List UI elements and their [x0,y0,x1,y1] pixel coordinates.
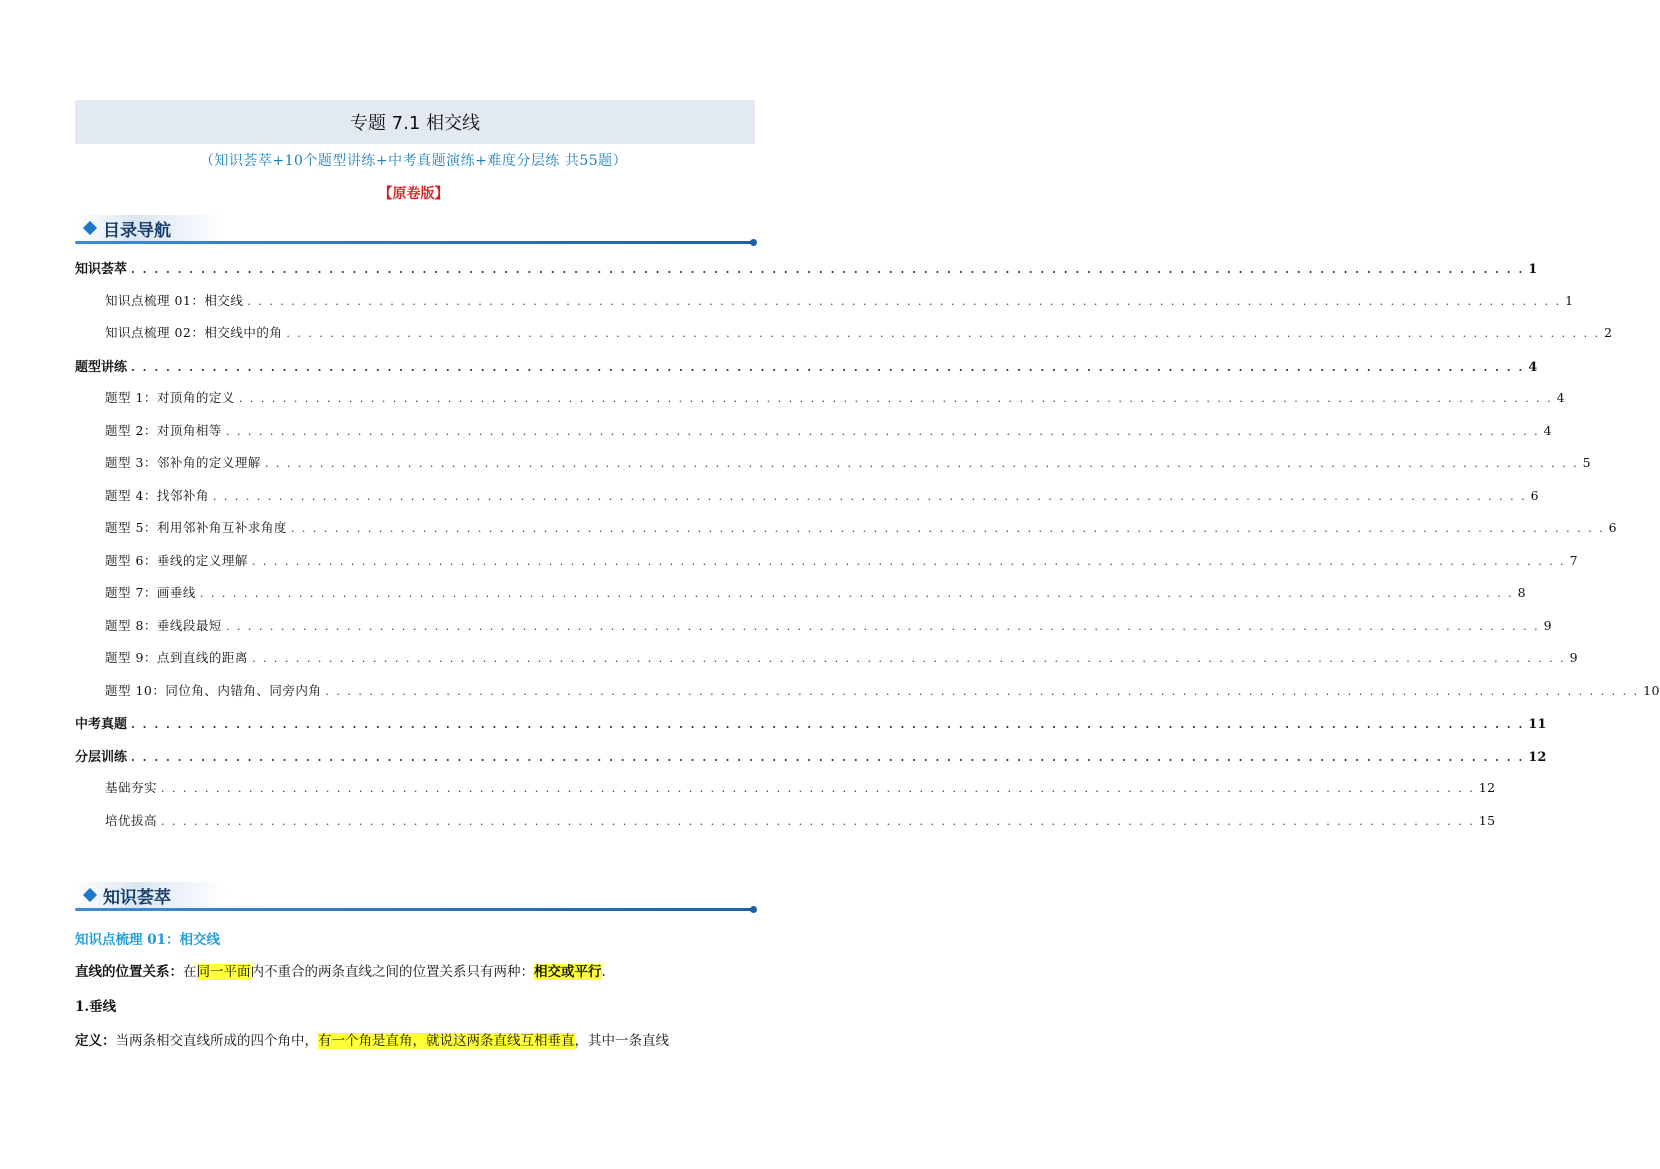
toc-entry-label: 题型 4：找邻补角 [105,487,209,503]
term-label: 直线的位置关系： [75,964,183,980]
toc-entry-page: 12 [1478,780,1496,795]
highlight: 同一平面 [196,964,251,980]
toc-entry-label: 中考真题 [75,717,128,732]
toc-entry[interactable] [75,258,1538,291]
knowledge-section-tab [75,882,227,908]
toc-entry-page: 7 [1569,552,1579,568]
knowledge-section-label: 知识荟萃 [103,887,171,908]
toc-entry-label: 题型 8：垂线段最短 [105,617,222,633]
toc-leader-dots: . . . . . . . . . . . . . . . . . . . . . . . . . . . . . . . . . . . . . . . . . . . . . . . . . . . . . . . . . . . . . . . . . . . . . . . . . . . . . . . . . . . . . . . . . . . . . . . . . . . . . . . . . . . . . . . . . . . . . . . . [199,587,1514,600]
toc-leader-dots: . . . . . . . . . . . . . . . . . . . . . . . . . . . . . . . . . . . . . . . . . . . . . . . . . . . . . . . . . . . . . . . . . . . . . . . . . . . . . . . . . . . . . . . . . . . . . . . . . . . . . . . . . . . . . . . . . . . . . . . . [251,554,1566,568]
toc-section-tab [75,215,227,241]
toc-entry-label: 基础夯实 [105,780,158,795]
toc-entry-page: 12 [1528,749,1547,765]
toc-entry-label: 知识荟萃 [75,262,128,277]
toc-entry[interactable] [75,648,1579,681]
toc-entry-page: 6 [1608,520,1618,535]
toc-leader-dots: . . . . . . . . . . . . . . . . . . . . . . . . . . . . . . . . . . . . . . . . . . . . . . . . . . . . . . . . . . . . . . . . . . . . . . . . . . . . . . . . . . . . . . . . . . . . . . . . . . . . . . . . . . . . . . . . . . . . . . . . [286,327,1601,340]
toc-entry-page: 10 [1643,682,1660,698]
highlight: 有一个角是直角，就说这两条直线互相垂直 [318,1033,575,1049]
toc-entry-page: 2 [1604,325,1613,340]
section-divider [75,908,755,911]
toc-leader-dots: . . . . . . . . . . . . . . . . . . . . . . . . . . . . . . . . . . . . . . . . . . . . . . . . . . . . . . . . . . . . . . . . . . . . . . . . . . . . . . . . . . . . . . . . . . . . . . . . . . . . . . . . . . . . . . . . . . . . . . . . [131,718,1525,731]
toc-entry-page: 8 [1517,585,1527,600]
section-divider [75,241,755,244]
toc-leader-dots: . . . . . . . . . . . . . . . . . . . . . . . . . . . . . . . . . . . . . . . . . . . . . . . . . . . . . . . . . . . . . . . . . . . . . . . . . . . . . . . . . . . . . . . . . . . . . . . . . . . . . . . . . . . . . . . . . . . . . . . . [225,619,1540,633]
toc-entry-page: 15 [1478,812,1496,828]
term-label: 定义： [75,1033,116,1049]
toc-entry[interactable] [75,291,1574,324]
toc-entry-page: 9 [1543,617,1553,633]
toc-entry[interactable] [75,746,1547,779]
toc-entry[interactable] [75,486,1540,519]
toc-entry-label: 题型 9：点到直线的距离 [105,650,248,665]
toc-entry-label: 题型 2：对顶角相等 [105,422,222,438]
document-title-bar [75,100,755,144]
heading-perpendicular: 1.垂线 [75,999,117,1015]
toc-leader-dots: . . . . . . . . . . . . . . . . . . . . . . . . . . . . . . . . . . . . . . . . . . . . . . . . . . . . . . . . . . . . . . . . . . . . . . . . . . . . . . . . . . . . . . . . . . . . . . . . . . . . . . . . . . . . . . . . . . . . . . . . [247,294,1562,308]
toc-leader-dots: . . . . . . . . . . . . . . . . . . . . . . . . . . . . . . . . . . . . . . . . . . . . . . . . . . . . . . . . . . . . . . . . . . . . . . . . . . . . . . . . . . . . . . . . . . . . . . . . . . . . . . . . . . . . . . . . . . . . . . . . [225,424,1540,438]
knowledge-section-header [75,882,755,912]
document-title: 专题 7.1 相交线 [349,113,481,134]
toc-entry[interactable] [75,356,1538,389]
toc-entry[interactable] [75,583,1527,616]
toc-entry[interactable] [75,551,1579,584]
toc-leader-dots: . . . . . . . . . . . . . . . . . . . . . . . . . . . . . . . . . . . . . . . . . . . . . . . . . . . . . . . . . . . . . . . . . . . . . . . . . . . . . . . . . . . . . . . . . . . . . . . . . . . . . . . . . . . . . . . . . . . . . . . . [161,814,1475,828]
toc-entry-page: 6 [1530,487,1540,503]
toc-entry[interactable] [75,681,1660,714]
highlight: 相交或平行 [534,964,602,980]
toc-entry[interactable] [75,323,1613,356]
toc-entry-label: 题型 3：邻补角的定义理解 [105,455,261,470]
toc-entry-label: 知识点梳理 01：相交线 [105,292,244,308]
toc-entry-label: 题型 7：画垂线 [105,585,196,600]
toc-leader-dots: . . . . . . . . . . . . . . . . . . . . . . . . . . . . . . . . . . . . . . . . . . . . . . . . . . . . . . . . . . . . . . . . . . . . . . . . . . . . . . . . . . . . . . . . . . . . . . . . . . . . . . . . . . . . . . . . . . . . . . . . [212,489,1527,503]
toc-leader-dots: . . . . . . . . . . . . . . . . . . . . . . . . . . . . . . . . . . . . . . . . . . . . . . . . . . . . . . . . . . . . . . . . . . . . . . . . . . . . . . . . . . . . . . . . . . . . . . . . . . . . . . . . . . . . . . . . . . . . . . . . [161,782,1475,795]
diamond-icon [83,221,97,235]
toc-entry-page: 1 [1528,262,1538,277]
toc-leader-dots: . . . . . . . . . . . . . . . . . . . . . . . . . . . . . . . . . . . . . . . . . . . . . . . . . . . . . . . . . . . . . . . . . . . . . . . . . . . . . . . . . . . . . . . . . . . . . . . . . . . . . . . . . . . . . . . . . . . . . . . . [264,457,1579,470]
paragraph-definition: 定义：当两条相交直线所成的四个角中，有一个角是直角，就说这两条直线互相垂直，其中一条直线 [75,1033,669,1049]
toc-entry-label: 培优拔高 [105,812,158,828]
toc-entry-page: 4 [1528,359,1538,375]
toc-entry-page: 1 [1565,292,1574,308]
toc-entry-label: 题型讲练 [75,359,128,375]
toc-leader-dots: . . . . . . . . . . . . . . . . . . . . . . . . . . . . . . . . . . . . . . . . . . . . . . . . . . . . . . . . . . . . . . . . . . . . . . . . . . . . . . . . . . . . . . . . . . . . . . . . . . . . . . . . . . . . . . . . . . . . . . . . [131,263,1525,276]
toc-entry[interactable] [75,713,1547,746]
toc-entry[interactable] [75,778,1496,811]
table-of-contents [75,258,1660,843]
toc-leader-dots: . . . . . . . . . . . . . . . . . . . . . . . . . . . . . . . . . . . . . . . . . . . . . . . . . . . . . . . . . . . . . . . . . . . . . . . . . . . . . . . . . . . . . . . . . . . . . . . . . . . . . . . . . . . . . . . . . . . . . . . . [238,392,1553,405]
knowledge-point-title: 知识点梳理 01：相交线 [75,932,220,948]
toc-entry[interactable] [75,616,1553,649]
toc-entry-label: 分层训练 [75,749,128,765]
toc-entry[interactable] [75,421,1553,454]
toc-leader-dots: . . . . . . . . . . . . . . . . . . . . . . . . . . . . . . . . . . . . . . . . . . . . . . . . . . . . . . . . . . . . . . . . . . . . . . . . . . . . . . . . . . . . . . . . . . . . . . . . . . . . . . . . . . . . . . . . . . . . . . . . [131,360,1525,374]
toc-entry-label: 题型 1：对顶角的定义 [105,390,235,405]
toc-entry[interactable] [75,811,1496,844]
toc-entry-label: 题型 10：同位角、内错角、同旁内角 [105,682,322,698]
diamond-icon [83,888,97,902]
toc-entry-label: 题型 6：垂线的定义理解 [105,552,248,568]
toc-leader-dots: . . . . . . . . . . . . . . . . . . . . . . . . . . . . . . . . . . . . . . . . . . . . . . . . . . . . . . . . . . . . . . . . . . . . . . . . . . . . . . . . . . . . . . . . . . . . . . . . . . . . . . . . . . . . . . . . . . . . . . . . [251,652,1566,665]
toc-entry[interactable] [75,453,1592,486]
version-label: 【原卷版】 [378,186,449,202]
toc-leader-dots: . . . . . . . . . . . . . . . . . . . . . . . . . . . . . . . . . . . . . . . . . . . . . . . . . . . . . . . . . . . . . . . . . . . . . . . . . . . . . . . . . . . . . . . . . . . . . . . . . . . . . . . . . . . . . . . . . . . . . . . . [290,522,1605,535]
toc-entry-label: 知识点梳理 02：相交线中的角 [105,325,283,340]
toc-entry-page: 4 [1543,422,1553,438]
paragraph-position-relation: 直线的位置关系：在同一平面内不重合的两条直线之间的位置关系只有两种：相交或平行. [75,964,606,980]
toc-leader-dots: . . . . . . . . . . . . . . . . . . . . . . . . . . . . . . . . . . . . . . . . . . . . . . . . . . . . . . . . . . . . . . . . . . . . . . . . . . . . . . . . . . . . . . . . . . . . . . . . . . . . . . . . . . . . . . . . . . . . . . . . [131,750,1525,764]
toc-entry-page: 9 [1569,650,1579,665]
toc-entry-page: 11 [1528,717,1547,732]
toc-section-label: 目录导航 [103,220,171,241]
toc-leader-dots: . . . . . . . . . . . . . . . . . . . . . . . . . . . . . . . . . . . . . . . . . . . . . . . . . . . . . . . . . . . . . . . . . . . . . . . . . . . . . . . . . . . . . . . . . . . . . . . . . . . . . . . . . . . . . . . . . . . . . . . . [325,684,1640,698]
toc-section-header [75,215,755,245]
toc-entry-page: 4 [1556,390,1566,405]
toc-entry-page: 5 [1582,455,1592,470]
toc-entry[interactable] [75,388,1566,421]
document-subtitle: （知识荟萃+10个题型讲练+中考真题演练+难度分层练 共55题） [199,153,628,169]
toc-entry[interactable] [75,518,1618,551]
toc-entry-label: 题型 5：利用邻补角互补求角度 [105,520,287,535]
